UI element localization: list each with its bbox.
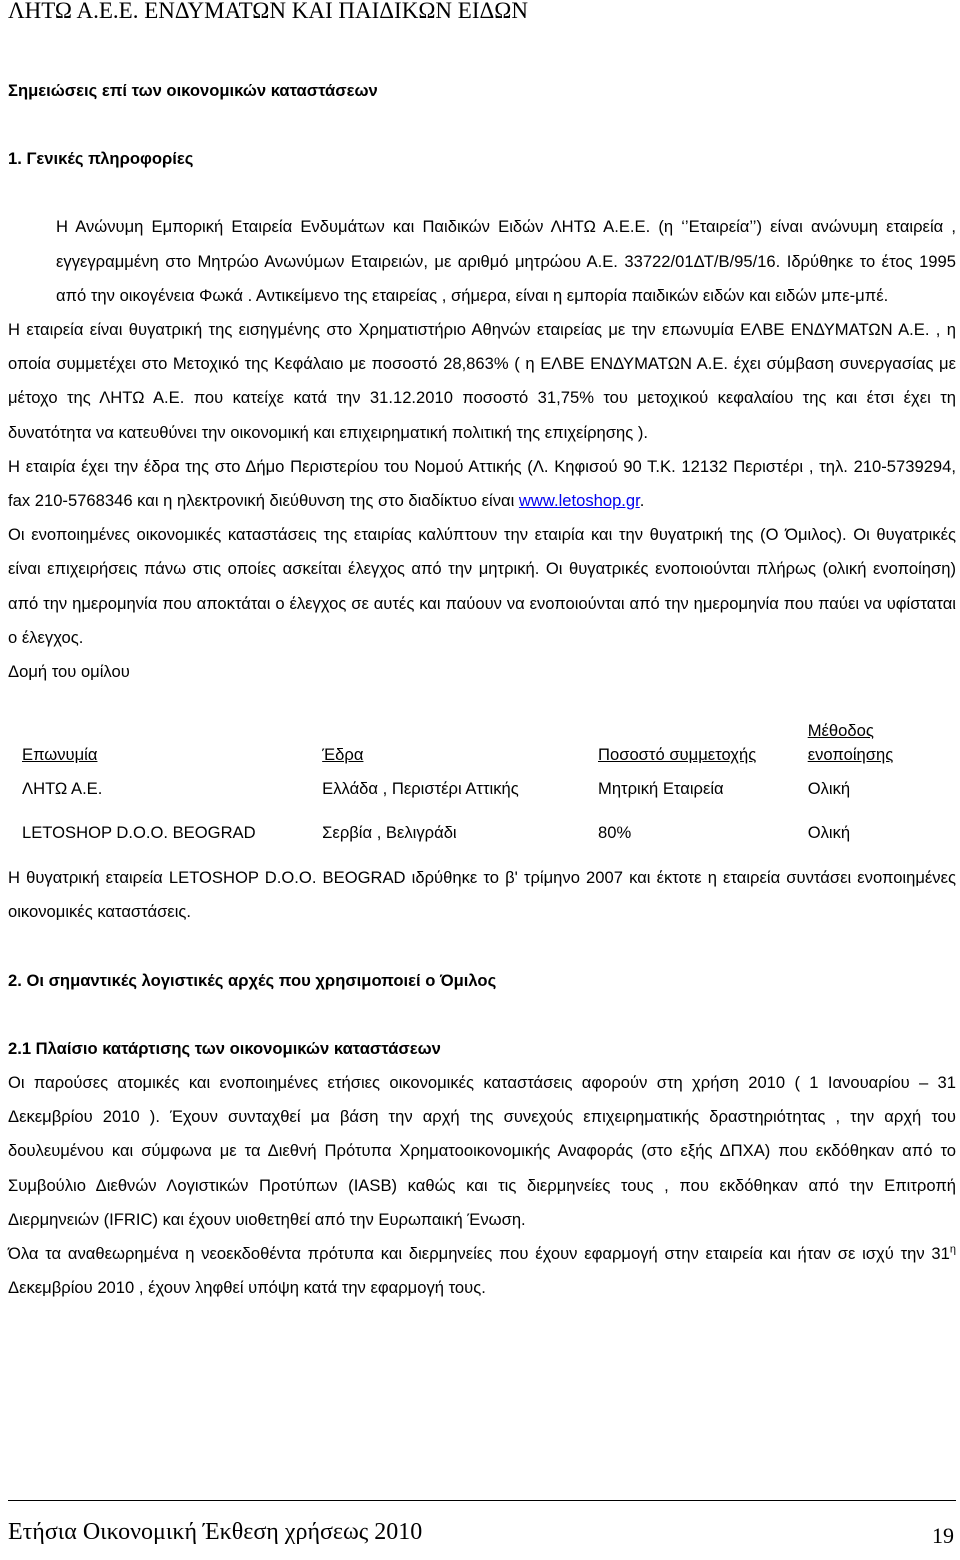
cell-method: Ολική (807, 779, 851, 799)
col-header-name: Επωνυμία (22, 745, 98, 765)
cell-name: ΛΗΤΩ Α.Ε. (22, 779, 103, 799)
cell-name: LETOSHOP D.O.O. BEOGRAD (22, 823, 256, 843)
cell-method: Ολική (807, 823, 851, 843)
footer-divider (8, 1500, 956, 1501)
group-structure-table (22, 709, 956, 855)
section-1-title: 1. Γενικές πληροφορίες (8, 149, 194, 169)
cell-share: Μητρική Εταιρεία (598, 779, 724, 799)
col-header-share: Ποσοστό συμμετοχής (598, 745, 757, 765)
group-structure-title: Δομή του ομίλου (8, 662, 130, 682)
notes-title: Σημειώσεις επί των οικονομικών καταστάσεων (8, 81, 378, 100)
paragraph-text: Δεκεμβρίου 2010 , έχουν ληφθεί υπόψη κατά την εφαρμογή τους. (8, 1278, 486, 1298)
document-body (8, 74, 956, 1305)
section-2-1-paragraph-1: Οι παρούσες ατομικές και ενοποιημένες ετήσιες οικονομικές καταστάσεις αφορούν στη χρήση 2010 ( 1 Ιανουαρίου – 31 Δεκεμβρίου 2010 ). Έχουν συνταχθεί μα βάση την αρχή της συνεχούς επιχειρηματικής δραστηριότητας , την αρχή του δουλευμένου και σύμφωνα με τα Διεθνή Πρότυπα Χρηματοοικονομικής Αναφοράς (στο εξής ΔΠΧΑ) που εκδόθηκαν από το Συμβούλιο Διεθνών Λογιστικών Προτύπων (IASB) καθώς και τις διερμηνείες τους , που εκδόθηκαν από την Επιτροπή Διερμηνειών (IFRIC) και έχουν υιοθετηθεί από την Ευρωπαική Ένωση. (8, 1073, 956, 1229)
section-1-paragraph-1: Η Ανώνυμη Εμπορική Εταιρεία Ενδυμάτων και Παιδικών Ειδών ΛΗΤΩ Α.Ε.Ε. (η ‘’Εταιρεία’’) είναι ανώνυμη εταιρεία , εγγεγραμμένη στο Μητρώο Ανωνύμων Εταιρειών, με αριθμό μητρώου Α.Ε. 33722/01ΔΤ/Β/95/16. Ιδρύθηκε το έτος 1995 από την οικογένεια Φωκά . Αντικείμενο της εταιρείας , σήμερα, είναι η εμπορία παιδικών ειδών και ειδών μπε-μπέ. (56, 217, 956, 305)
section-1-paragraph-3: Η εταιρία έχει την έδρα της στο Δήμο Περιστερίου του Νομού Αττικής (Λ. Κηφισού 90 Τ.Κ. 12132 Περιστέρι , τηλ. 210-5739294, fax 210-5768346 και η ηλεκτρονική διεύθυνση της στο διαδίκτυο είναι www.letoshop.gr. (8, 456, 956, 511)
page-header-title: ΛΗΤΩ Α.Ε.Ε. ΕΝΔΥΜΑΤΩΝ ΚΑΙ ΠΑΙΔΙΚΩΝ ΕΙΔΩΝ (8, 0, 528, 23)
cell-seat: Ελλάδα , Περιστέρι Αττικής (322, 779, 519, 799)
table-header-row (22, 709, 956, 767)
address-text: Η εταιρία έχει την έδρα της στο Δήμο Περιστερίου του Νομού Αττικής (Λ. Κηφισού 90 Τ.Κ. 12132 Περιστέρι , τηλ. 210-5739294, fax 210-5768346 και η ηλεκτρονική διεύθυνση της στο διαδίκτυο είναι (8, 456, 956, 511)
table-row (22, 767, 956, 811)
section-1-paragraph-4: Οι ενοποιημένες οικονομικές καταστάσεις της εταιρίας καλύπτουν την εταιρία και την θυγατρική της (Ο Όμιλος). Οι θυγατρικές είναι επιχειρήσεις πάνω στις οποίες ασκείται έλεγχος από την μητρική. Οι θυγατρικές ενοποιούνται πλήρως (ολική ενοποίηση) από την ημερομηνία που αποκτάται ο έλεγχος σε αυτές και παύουν να ενοποιούνται από την ημερομηνία που παύει να υφίσταται ο έλεγχος. (8, 525, 956, 647)
section-2-title: 2. Οι σημαντικές λογιστικές αρχές που χρησιμοποιεί ο Όμιλος (8, 970, 497, 990)
subsidiary-paragraph: Η θυγατρική εταιρεία LETOSHOP D.O.O. BEOGRAD ιδρύθηκε το β' τρίμηνο 2007 και έκτοτε η εταιρεία συντάσει ενοποιημένες οικονομικές καταστάσεις. (8, 868, 956, 922)
section-1-paragraph-2: Η εταιρεία είναι θυγατρική της εισηγμένης στο Χρηματιστήριο Αθηνών εταιρείας με την επωνυμία ΕΛΒΕ ΕΝΔΥΜΑΤΩΝ Α.Ε. , η οποία συμμετέχει στο Μετοχικό της Κεφάλαιο με ποσοστό 28,863% ( η ΕΛΒΕ ΕΝΔΥΜΑΤΩΝ Α.Ε. έχει σύμβαση συνεργασίας με μέτοχο της ΛΗΤΩ Α.Ε. που κατείχε κατά την 31.12.2010 ποσοστό 31,75% του μετοχικού κεφαλαίου της και έτσι έχει τη δυνατότητα να κατευθύνει την οικονομική και επιχειρηματική πολιτική της επιχείρησης ). (8, 320, 956, 442)
paragraph-text: Όλα τα αναθεωρημένα η νεοεκδοθέντα πρότυπα και διερμηνείες που έχουν εφαρμογή στην εταιρεία και ήταν σε ισχύ την 31 (8, 1244, 950, 1264)
table-row (22, 811, 956, 855)
website-link[interactable]: www.letoshop.gr (518, 491, 640, 511)
footer-report-title: Ετήσια Οικονομική Έκθεση χρήσεως 2010 (8, 1519, 423, 1545)
section-2-1-title: 2.1 Πλαίσιο κατάρτισης των οικονομικών καταστάσεων (8, 1038, 441, 1058)
cell-seat: Σερβία , Βελιγράδι (322, 823, 457, 843)
col-header-method: Μέθοδος ενοποίησης (807, 721, 894, 765)
page-number: 19 (932, 1523, 954, 1548)
section-2-1-paragraph-2 (8, 1237, 956, 1305)
cell-share: 80% (598, 823, 632, 843)
ordinal-superscript: η (949, 1243, 956, 1256)
col-header-seat: Έδρα (322, 745, 364, 765)
